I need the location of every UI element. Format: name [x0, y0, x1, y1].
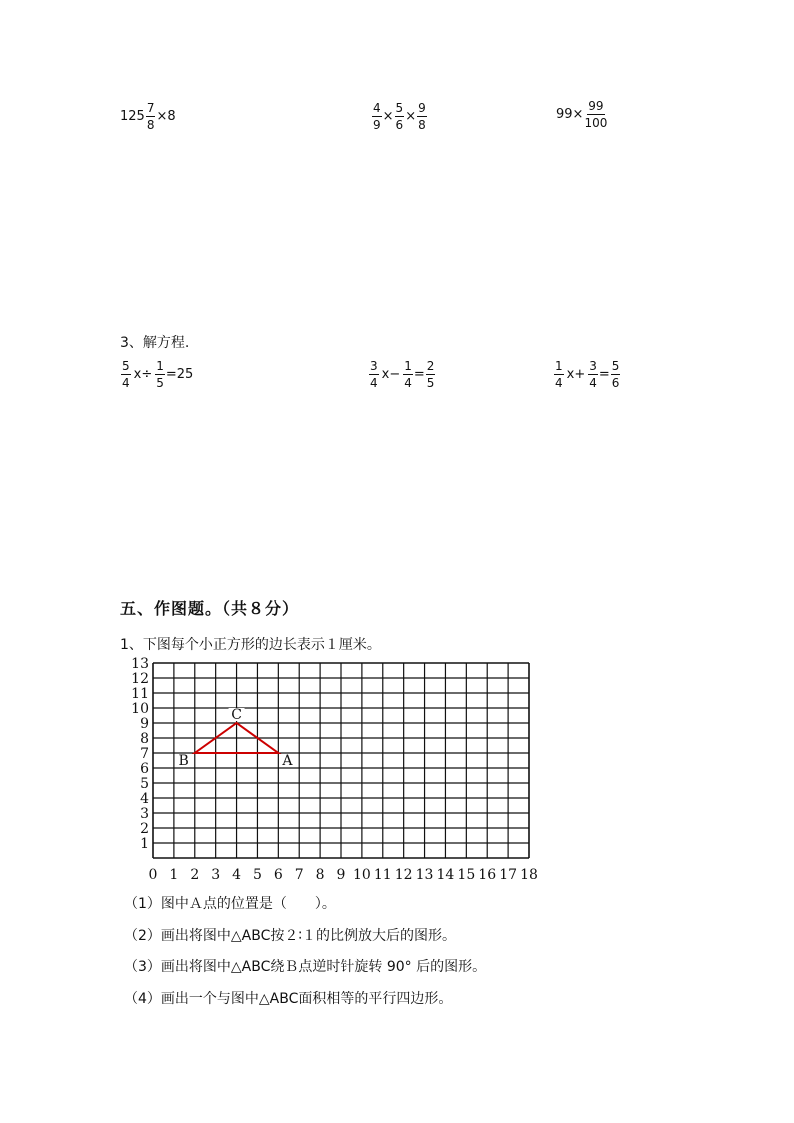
numerator: 2 [426, 359, 435, 373]
x-tick-label: 10 [352, 867, 371, 883]
point-label-c: C [231, 707, 242, 723]
denominator: 4 [404, 376, 412, 390]
numerator: 5 [611, 359, 620, 373]
y-tick-label: 3 [140, 806, 149, 822]
operator: × [405, 109, 417, 124]
y-tick-label: 1 [140, 836, 149, 852]
denominator: 4 [589, 376, 597, 390]
y-tick-label: 2 [140, 821, 149, 837]
section-title: 五、作图题。（共８分） [120, 599, 300, 618]
question-1: （1）图中Ａ点的位置是（ ）。 [124, 896, 336, 912]
x-tick-label: 14 [436, 867, 455, 883]
y-tick-label: 10 [131, 701, 149, 717]
denominator: 100 [584, 116, 608, 130]
y-tick-label: 13 [131, 656, 149, 672]
y-tick-label: 5 [140, 776, 149, 792]
point-label-a: A [282, 753, 293, 769]
numerator: 1 [404, 359, 412, 373]
expression-tail: ×8 [156, 109, 176, 124]
whole-number: 125 [120, 109, 145, 124]
equation-tail: =25 [165, 367, 194, 382]
x-tick-label: 6 [273, 867, 283, 883]
numerator: 9 [418, 101, 426, 115]
x-tick-label: 17 [499, 867, 518, 883]
x-tick-label: 12 [394, 867, 413, 883]
question-4: （4）画出一个与图中△ABC面积相等的平行四边形。 [124, 991, 453, 1007]
y-tick-label: 6 [140, 761, 149, 777]
x-tick-label: 16 [478, 867, 497, 883]
drawing-intro: 1、下图每个小正方形的边长表示１厘米。 [120, 637, 381, 653]
numerator: 99 [588, 99, 604, 113]
equals-sign: = [413, 367, 425, 382]
y-tick-label: 9 [140, 716, 149, 732]
x-tick-label: 9 [336, 867, 346, 883]
denominator: 4 [370, 376, 378, 390]
x-tick-label: 3 [211, 867, 221, 883]
equals-sign: = [598, 367, 610, 382]
numerator: 1 [555, 359, 563, 373]
x-tick-label: 15 [457, 867, 476, 883]
denominator: 4 [555, 376, 563, 390]
x-tick-label: 8 [315, 867, 325, 883]
x-tick-label: 1 [169, 867, 179, 883]
y-tick-label: 12 [131, 671, 149, 687]
denominator: 4 [122, 376, 130, 390]
denominator: 9 [373, 118, 381, 132]
x-tick-label: 13 [415, 867, 434, 883]
expression-lead: 99× [556, 107, 584, 122]
operator: × [382, 109, 394, 124]
denominator: 6 [395, 118, 404, 132]
equation-mid: x− [381, 367, 401, 382]
denominator: 5 [156, 376, 164, 390]
denominator: 8 [146, 118, 155, 132]
x-tick-label: 11 [373, 867, 392, 883]
numerator: 3 [589, 359, 597, 373]
numerator: 1 [156, 359, 164, 373]
equation-mid: x÷ [133, 367, 153, 382]
numerator: 3 [370, 359, 378, 373]
denominator: 5 [426, 376, 435, 390]
x-tick-label: 7 [294, 867, 304, 883]
equations-title: 3、解方程. [120, 335, 190, 351]
x-tick-label: 0 [148, 867, 158, 883]
numerator: 7 [146, 101, 155, 115]
y-tick-label: 7 [140, 746, 149, 762]
x-tick-label: 5 [252, 867, 262, 883]
x-tick-label: 18 [520, 867, 538, 883]
equation-mid: x+ [566, 367, 586, 382]
question-2: （2）画出将图中△ABC按２∶１的比例放大后的图形。 [124, 928, 457, 944]
question-3: （3）画出将图中△ABC绕Ｂ点逆时针旋转 90° 后的图形。 [124, 959, 487, 975]
denominator: 8 [418, 118, 426, 132]
y-tick-label: 11 [131, 686, 149, 702]
y-tick-label: 4 [140, 791, 149, 807]
x-tick-label: 4 [232, 867, 242, 883]
denominator: 6 [611, 376, 620, 390]
numerator: 4 [373, 101, 381, 115]
numerator: 5 [395, 101, 404, 115]
point-label-b: B [178, 753, 189, 769]
x-tick-label: 2 [190, 867, 200, 883]
y-tick-label: 8 [140, 731, 149, 747]
numerator: 5 [122, 359, 130, 373]
